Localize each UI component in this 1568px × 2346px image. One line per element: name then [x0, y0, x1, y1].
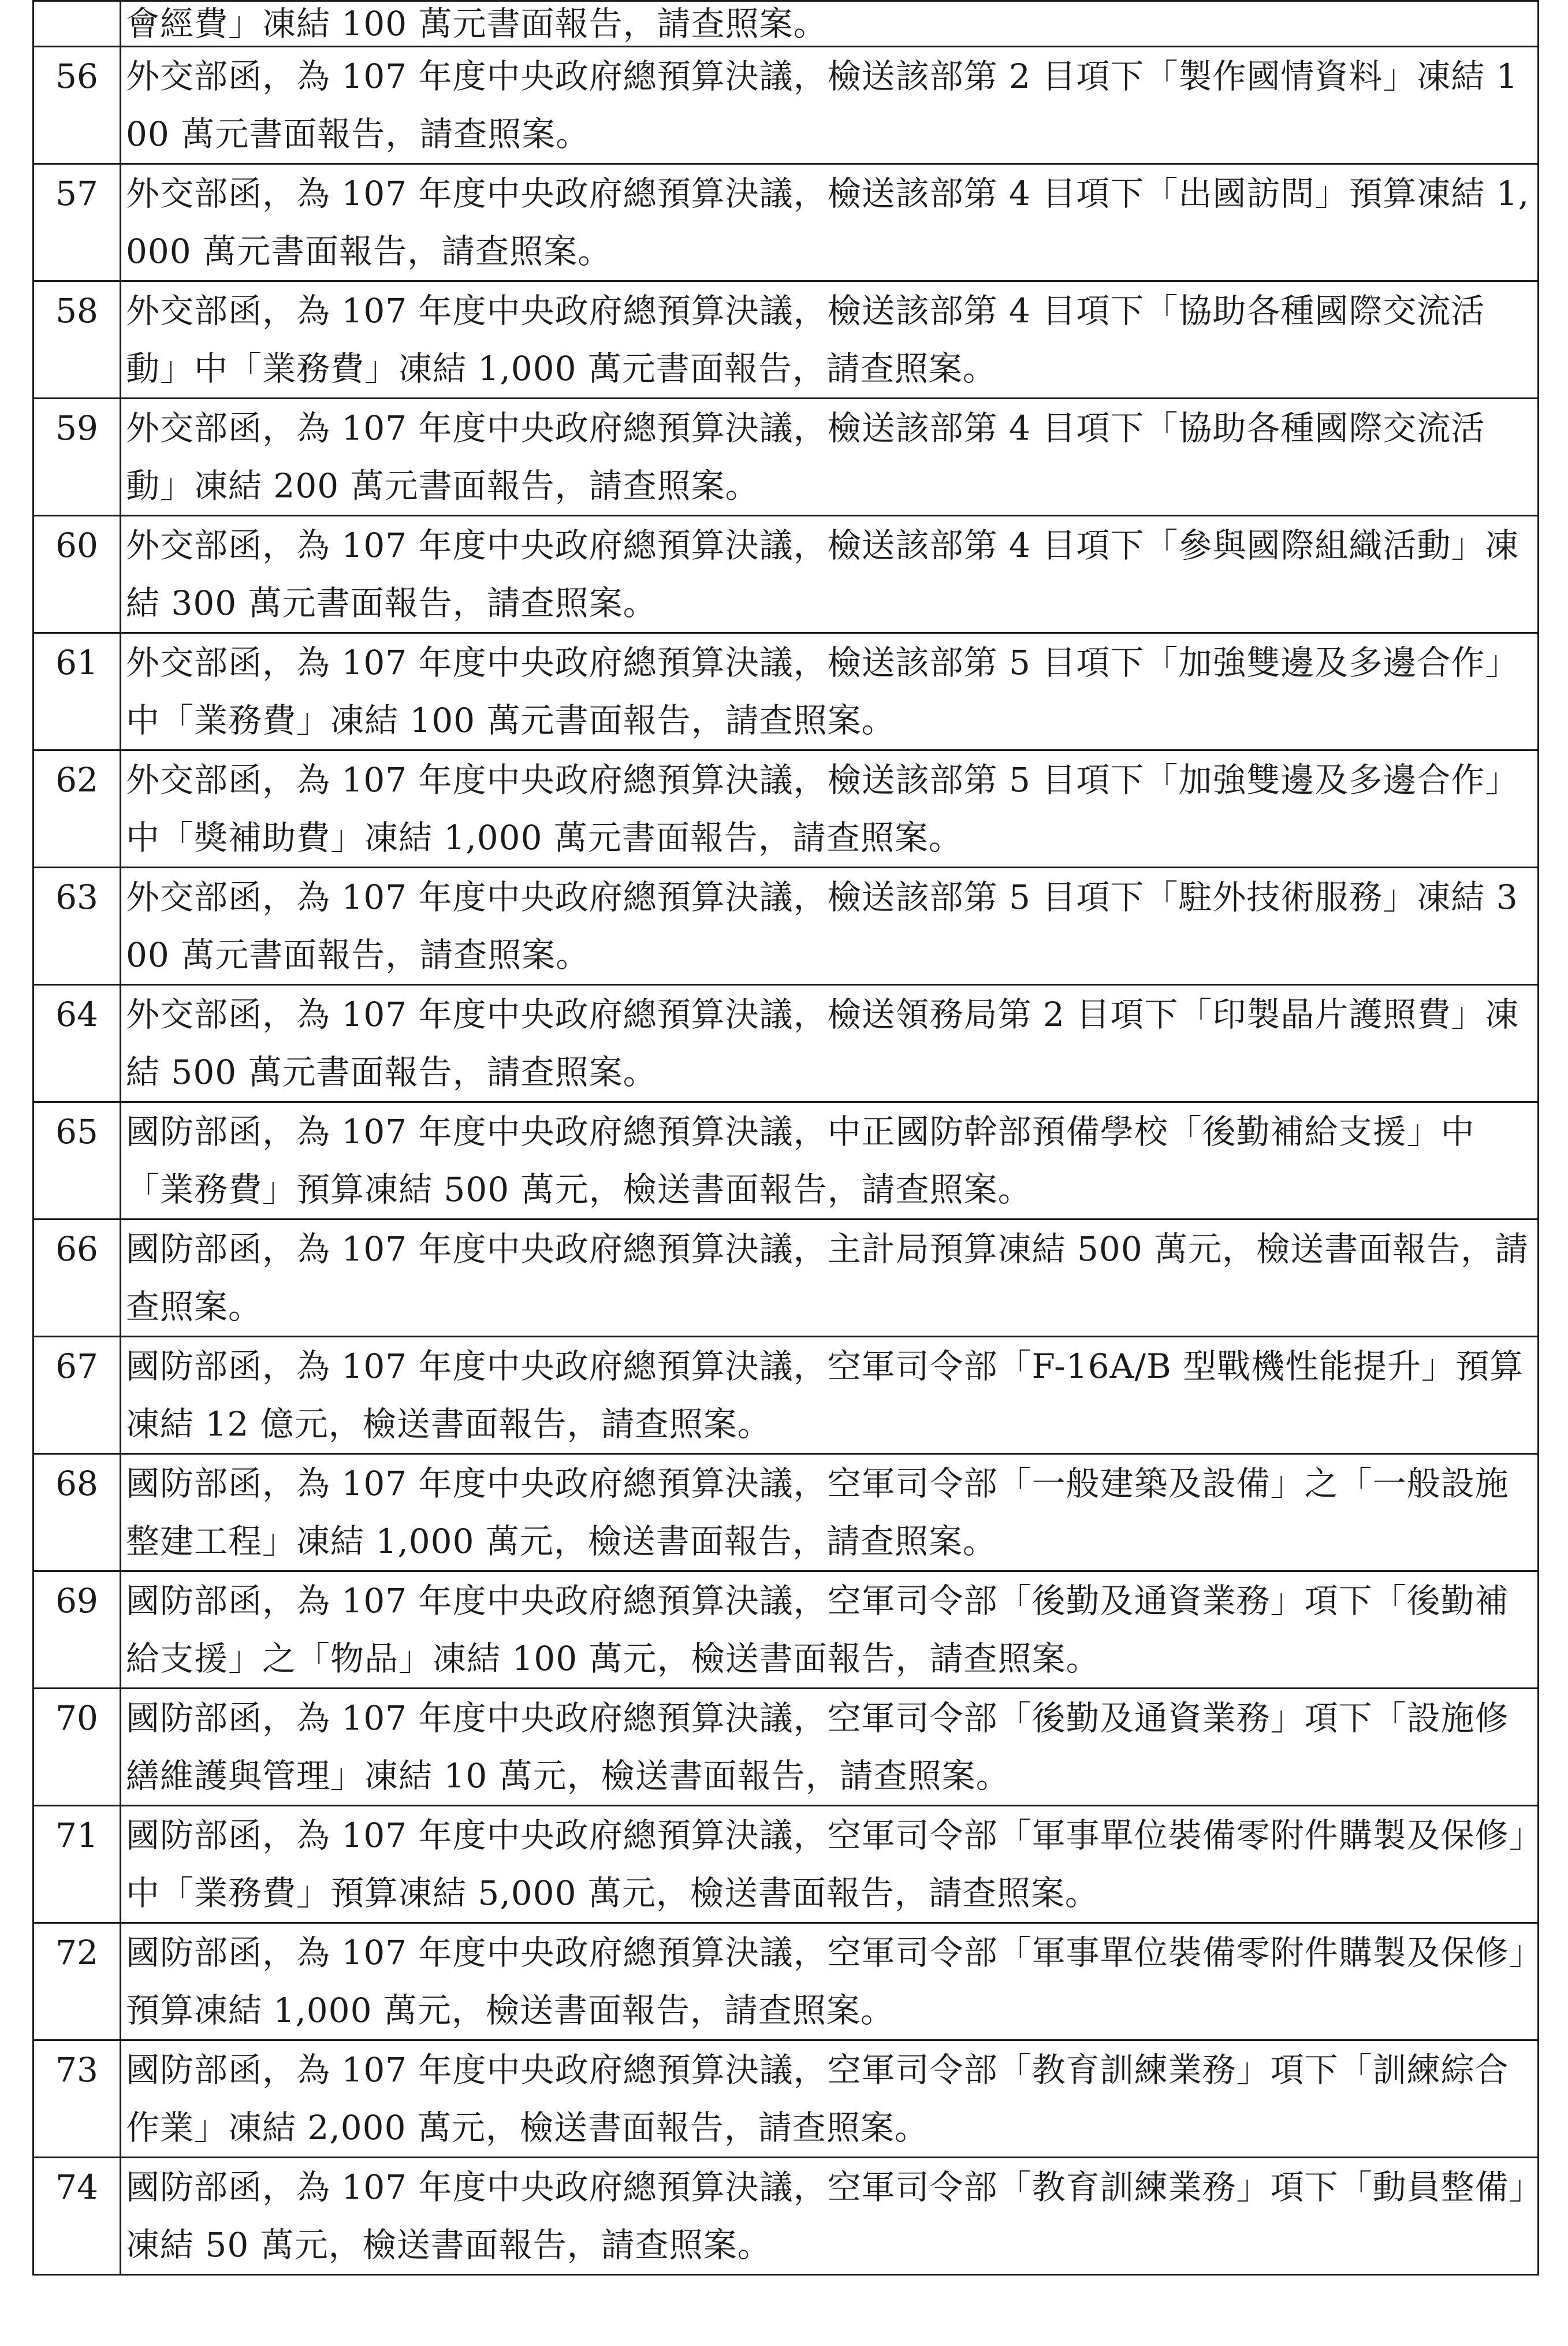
item-text: 國防部函，為 107 年度中央政府總預算決議，中正國防幹部預備學校「後勤補給支援」中「業務費」預算凍結 500 萬元，檢送書面報告，請查照案。	[126, 1112, 1475, 1209]
table-row	[33, 1806, 1539, 1923]
table-row	[33, 750, 1539, 868]
item-cell	[121, 1220, 1539, 1337]
table-row	[33, 164, 1539, 281]
item-text: 國防部函，為 107 年度中央政府總預算決議，空軍司令部「教育訓練業務」項下「動員整備」凍結 50 萬元，檢送書面報告，請查照案。	[126, 2167, 1526, 2265]
item-cell	[121, 868, 1539, 985]
table-row	[33, 1337, 1539, 1454]
table-row	[33, 985, 1539, 1102]
item-number: 61	[33, 633, 121, 750]
item-cell	[121, 633, 1539, 750]
item-cell	[121, 164, 1539, 281]
item-number	[33, 1, 121, 47]
item-text: 外交部函，為 107 年度中央政府總預算決議，檢送該部第 5 目項下「加強雙邊及多邊合作」中「業務費」凍結 100 萬元書面報告，請查照案。	[126, 643, 1519, 740]
table-row	[33, 1, 1539, 47]
table-row	[33, 1102, 1539, 1220]
item-number: 60	[33, 516, 121, 633]
item-text: 外交部函，為 107 年度中央政府總預算決議，檢送該部第 5 目項下「駐外技術服務」凍結 300 萬元書面報告，請查照案。	[126, 878, 1518, 975]
item-number: 58	[33, 281, 121, 399]
table-row	[33, 868, 1539, 985]
item-number: 62	[33, 750, 121, 868]
table-row	[33, 2040, 1539, 2158]
item-number: 66	[33, 1220, 121, 1337]
item-text: 國防部函，為 107 年度中央政府總預算決議，空軍司令部「後勤及通資業務」項下「後勤補給支援」之「物品」凍結 100 萬元，檢送書面報告，請查照案。	[126, 1581, 1509, 1678]
item-text: 外交部函，為 107 年度中央政府總預算決議，檢送該部第 4 目項下「協助各種國際交流活動」中「業務費」凍結 1,000 萬元書面報告，請查照案。	[126, 291, 1485, 388]
item-cell	[121, 985, 1539, 1102]
table-row	[33, 281, 1539, 399]
table-row	[33, 2158, 1539, 2275]
agenda-table	[32, 0, 1539, 2276]
item-cell	[121, 516, 1539, 633]
table-row	[33, 399, 1539, 516]
table-row	[33, 1923, 1539, 2040]
item-number: 59	[33, 399, 121, 516]
item-text: 國防部函，為 107 年度中央政府總預算決議，空軍司令部「一般建築及設備」之「一般設施整建工程」凍結 1,000 萬元，檢送書面報告，請查照案。	[126, 1464, 1509, 1561]
item-cell	[121, 1806, 1539, 1923]
item-text: 外交部函，為 107 年度中央政府總預算決議，檢送該部第 2 目項下「製作國情資料」凍結 100 萬元書面報告，請查照案。	[126, 57, 1518, 154]
item-cell	[121, 2158, 1539, 2275]
item-cell	[121, 1571, 1539, 1689]
item-text: 國防部函，為 107 年度中央政府總預算決議，空軍司令部「F-16A/B 型戰機性能提升」預算凍結 12 億元，檢送書面報告，請查照案。	[126, 1347, 1524, 1444]
item-number: 56	[33, 47, 121, 164]
item-number: 64	[33, 985, 121, 1102]
item-number: 57	[33, 164, 121, 281]
item-number: 69	[33, 1571, 121, 1689]
item-text: 外交部函，為 107 年度中央政府總預算決議，檢送該部第 4 目項下「協助各種國際交流活動」凍結 200 萬元書面報告，請查照案。	[126, 408, 1485, 505]
item-number: 67	[33, 1337, 121, 1454]
item-cell	[121, 281, 1539, 399]
item-text: 外交部函，為 107 年度中央政府總預算決議，檢送該部第 5 目項下「加強雙邊及多邊合作」中「獎補助費」凍結 1,000 萬元書面報告，請查照案。	[126, 760, 1519, 857]
item-text: 國防部函，為 107 年度中央政府總預算決議，主計局預算凍結 500 萬元，檢送書面報告，請查照案。	[126, 1229, 1529, 1326]
item-number: 72	[33, 1923, 121, 2040]
table-row	[33, 1689, 1539, 1806]
item-cell	[121, 1689, 1539, 1806]
item-text: 外交部函，為 107 年度中央政府總預算決議，檢送該部第 4 目項下「出國訪問」預算凍結 1,000 萬元書面報告，請查照案。	[126, 174, 1530, 271]
item-text: 國防部函，為 107 年度中央政府總預算決議，空軍司令部「軍事單位裝備零附件購製及保修」中「業務費」預算凍結 5,000 萬元，檢送書面報告，請查照案。	[126, 1816, 1526, 1913]
item-text: 國防部函，為 107 年度中央政府總預算決議，空軍司令部「軍事單位裝備零附件購製及保修」預算凍結 1,000 萬元，檢送書面報告，請查照案。	[126, 1933, 1526, 2030]
item-number: 68	[33, 1454, 121, 1571]
table-row	[33, 1220, 1539, 1337]
item-cell	[121, 1454, 1539, 1571]
item-cell	[121, 47, 1539, 164]
item-cell	[121, 2040, 1539, 2158]
item-text: 國防部函，為 107 年度中央政府總預算決議，空軍司令部「後勤及通資業務」項下「設施修繕維護與管理」凍結 10 萬元，檢送書面報告，請查照案。	[126, 1698, 1509, 1795]
table-row	[33, 1454, 1539, 1571]
item-number: 63	[33, 868, 121, 985]
item-text: 會經費」凍結 100 萬元書面報告，請查照案。	[126, 4, 828, 43]
item-number: 73	[33, 2040, 121, 2158]
item-number: 74	[33, 2158, 121, 2275]
table-row	[33, 516, 1539, 633]
item-cell	[121, 750, 1539, 868]
item-number: 71	[33, 1806, 121, 1923]
item-cell	[121, 1102, 1539, 1220]
item-cell	[121, 1337, 1539, 1454]
table-row	[33, 47, 1539, 164]
table-row	[33, 633, 1539, 750]
table-row	[33, 1571, 1539, 1689]
item-number: 65	[33, 1102, 121, 1220]
item-text: 國防部函，為 107 年度中央政府總預算決議，空軍司令部「教育訓練業務」項下「訓練綜合作業」凍結 2,000 萬元，檢送書面報告，請查照案。	[126, 2050, 1509, 2147]
item-cell	[121, 1923, 1539, 2040]
item-text: 外交部函，為 107 年度中央政府總預算決議，檢送領務局第 2 目項下「印製晶片護照費」凍結 500 萬元書面報告，請查照案。	[126, 995, 1519, 1092]
item-number: 70	[33, 1689, 121, 1806]
item-cell	[121, 1, 1539, 47]
item-cell	[121, 399, 1539, 516]
item-text: 外交部函，為 107 年度中央政府總預算決議，檢送該部第 4 目項下「參與國際組織活動」凍結 300 萬元書面報告，請查照案。	[126, 526, 1519, 623]
